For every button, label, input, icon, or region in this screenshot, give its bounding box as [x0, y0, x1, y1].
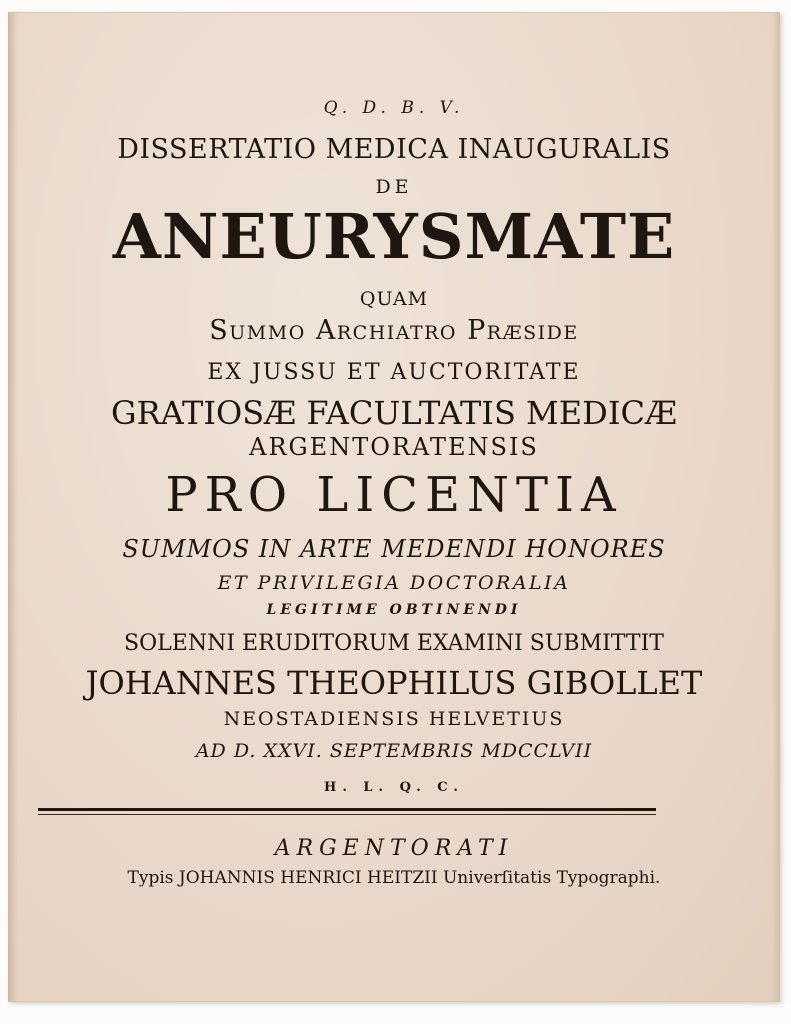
quam-line: QUAM: [359, 288, 429, 310]
double-rule-thick: [38, 808, 656, 811]
facultas-line: GRATIOSÆ FACULTATIS MEDICÆ: [111, 394, 677, 432]
privilegia-line: ET PRIVILEGIA DOCTORALIA: [217, 572, 571, 594]
topic-title: ANEURYSMATE: [112, 200, 676, 273]
double-rule-thin: [38, 814, 656, 815]
author-name: JOHANNES THEOPHILUS GIBOLLET: [85, 664, 703, 702]
honores-line: SUMMOS IN ARTE MEDENDI HONORES: [122, 535, 666, 563]
submittit-line: SOLENNI ERUDITORUM EXAMINI SUBMITTIT: [124, 631, 664, 656]
hlqc-line: H. L. Q. C.: [324, 780, 464, 795]
jussu-line: EX JUSSU ET AUCTORITATE: [207, 360, 581, 385]
dissertation-heading: DISSERTATIO MEDICA INAUGURALIS: [117, 134, 671, 165]
imprint-city: ARGENTORATI: [274, 836, 514, 861]
invocation: Q. D. B. V.: [323, 98, 465, 118]
city-line: ARGENTORATENSIS: [249, 433, 539, 461]
printer-line: Typis JOHANNIS HENRICI HEITZII Univerſitatis Typographi.: [127, 868, 661, 888]
obtinendi-line: LEGITIME OBTINENDI: [266, 602, 522, 618]
origin-line: NEOSTADIENSIS HELVETIUS: [223, 708, 565, 730]
date-line: AD D. XXVI. SEPTEMBRIS MDCCLVII: [195, 740, 593, 762]
pro-licentia: PRO LICENTIA: [165, 467, 623, 523]
praeside-line: Summo Archiatro Præside: [209, 315, 579, 346]
title-page: [8, 12, 780, 1002]
de-line: DE: [375, 176, 413, 198]
